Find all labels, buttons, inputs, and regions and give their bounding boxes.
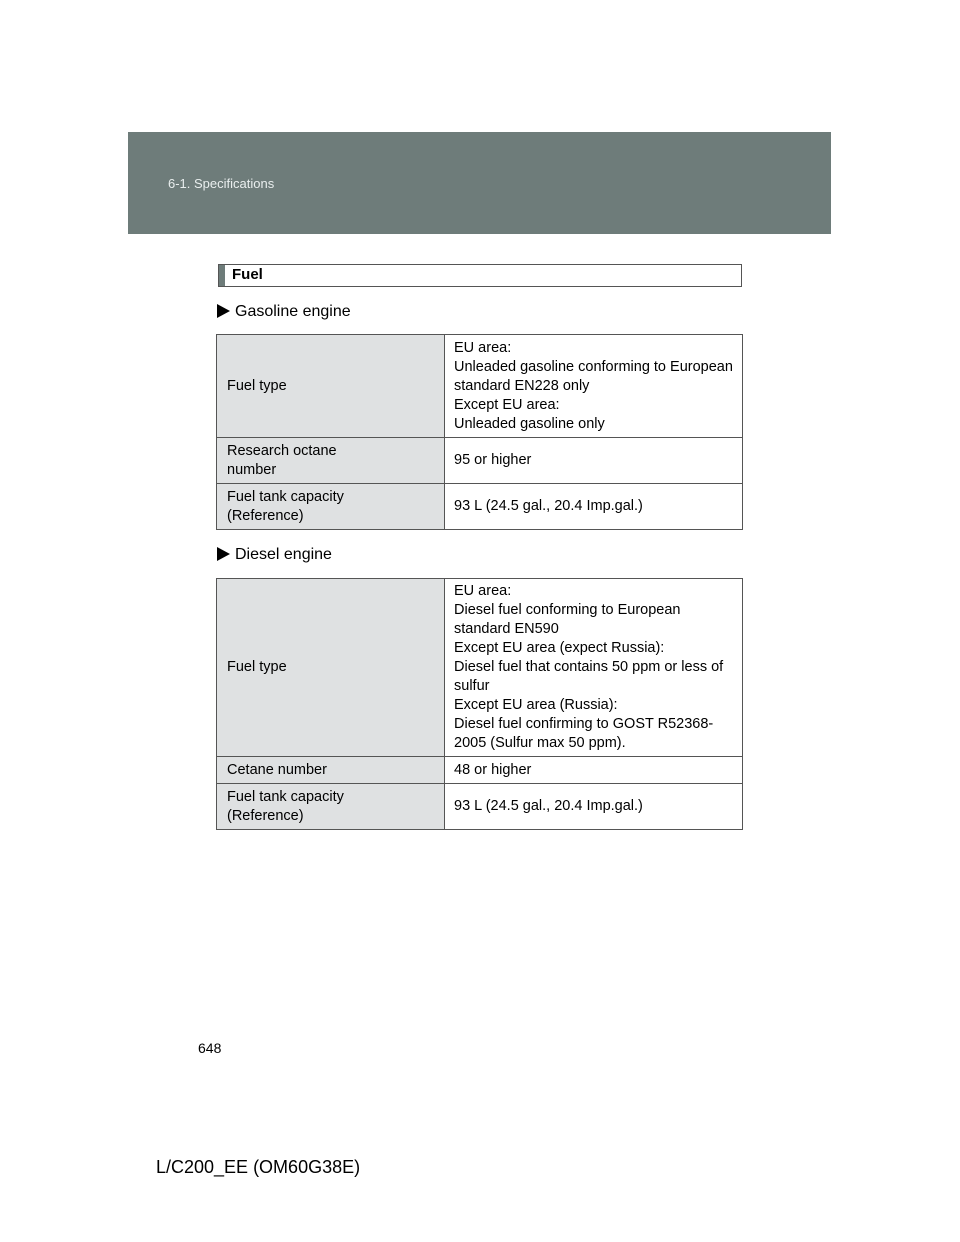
spec-value-line: Diesel fuel that contains 50 ppm or less of (454, 659, 724, 675)
spec-value-line: EU area: (454, 583, 512, 599)
title-accent-bar (219, 265, 225, 286)
spec-value (445, 438, 743, 484)
spec-value-line: Diesel fuel confirming to GOST R52368- (454, 716, 714, 732)
fuel-title-label: Fuel (232, 266, 263, 283)
spec-value (445, 484, 743, 530)
spec-key (217, 579, 445, 757)
spec-value (445, 757, 743, 784)
spec-value-line: Except EU area (Russia): (454, 697, 618, 713)
gasoline-spec-table (216, 334, 743, 530)
table-row (217, 335, 743, 438)
spec-key (217, 757, 445, 784)
table-row (217, 484, 743, 530)
diesel-spec-table (216, 578, 743, 830)
spec-key-text: Fuel tank capacity (Reference) (227, 488, 344, 524)
diesel-heading-text: Diesel engine (235, 546, 332, 563)
spec-value-line: 95 or higher (454, 452, 532, 468)
table-row (217, 438, 743, 484)
spec-value-line: 2005 (Sulfur max 50 ppm). (454, 735, 626, 751)
gasoline-heading-text: Gasoline engine (235, 303, 351, 320)
triangle-bullet-icon (217, 304, 230, 318)
section-header-bar (128, 132, 831, 234)
spec-value-line: Unleaded gasoline only (454, 415, 605, 432)
spec-key (217, 438, 445, 484)
document-code: L/C200_EE (OM60G38E) (156, 1157, 361, 1177)
diesel-engine-heading (217, 546, 332, 564)
spec-value-line: Except EU area: (454, 396, 560, 413)
spec-value-line: Unleaded gasoline conforming to European (454, 358, 733, 375)
spec-value-line: 48 or higher (454, 761, 532, 778)
spec-value-line: 93 L (24.5 gal., 20.4 Imp.gal.) (454, 798, 643, 814)
spec-key-text: Fuel type (227, 377, 287, 394)
spec-key (217, 784, 445, 830)
page-number: 648 (198, 1040, 222, 1056)
spec-key (217, 335, 445, 438)
spec-value (445, 335, 743, 438)
spec-value-line: Diesel fuel conforming to European (454, 602, 681, 618)
table-row (217, 784, 743, 830)
spec-key-text: Research octane number (227, 442, 337, 478)
spec-value-line: EU area: (454, 339, 512, 356)
spec-value-line: 93 L (24.5 gal., 20.4 Imp.gal.) (454, 498, 643, 514)
triangle-bullet-icon (217, 547, 230, 561)
gasoline-engine-heading (217, 303, 351, 321)
section-header-title: 6-1. Specifications (168, 176, 275, 191)
spec-key (217, 484, 445, 530)
spec-value (445, 784, 743, 830)
spec-key-text: Fuel tank capacity (Reference) (227, 788, 344, 824)
spec-value (445, 579, 743, 757)
spec-value-line: Except EU area (expect Russia): (454, 640, 665, 656)
fuel-section-title (218, 264, 742, 287)
spec-value-line: standard EN590 (454, 621, 559, 637)
spec-key-text: Fuel type (227, 659, 287, 675)
spec-value-line: sulfur (454, 678, 490, 694)
spec-key-text: Cetane number (227, 761, 327, 778)
spec-value-line: standard EN228 only (454, 377, 590, 394)
table-row (217, 757, 743, 784)
table-row (217, 579, 743, 757)
